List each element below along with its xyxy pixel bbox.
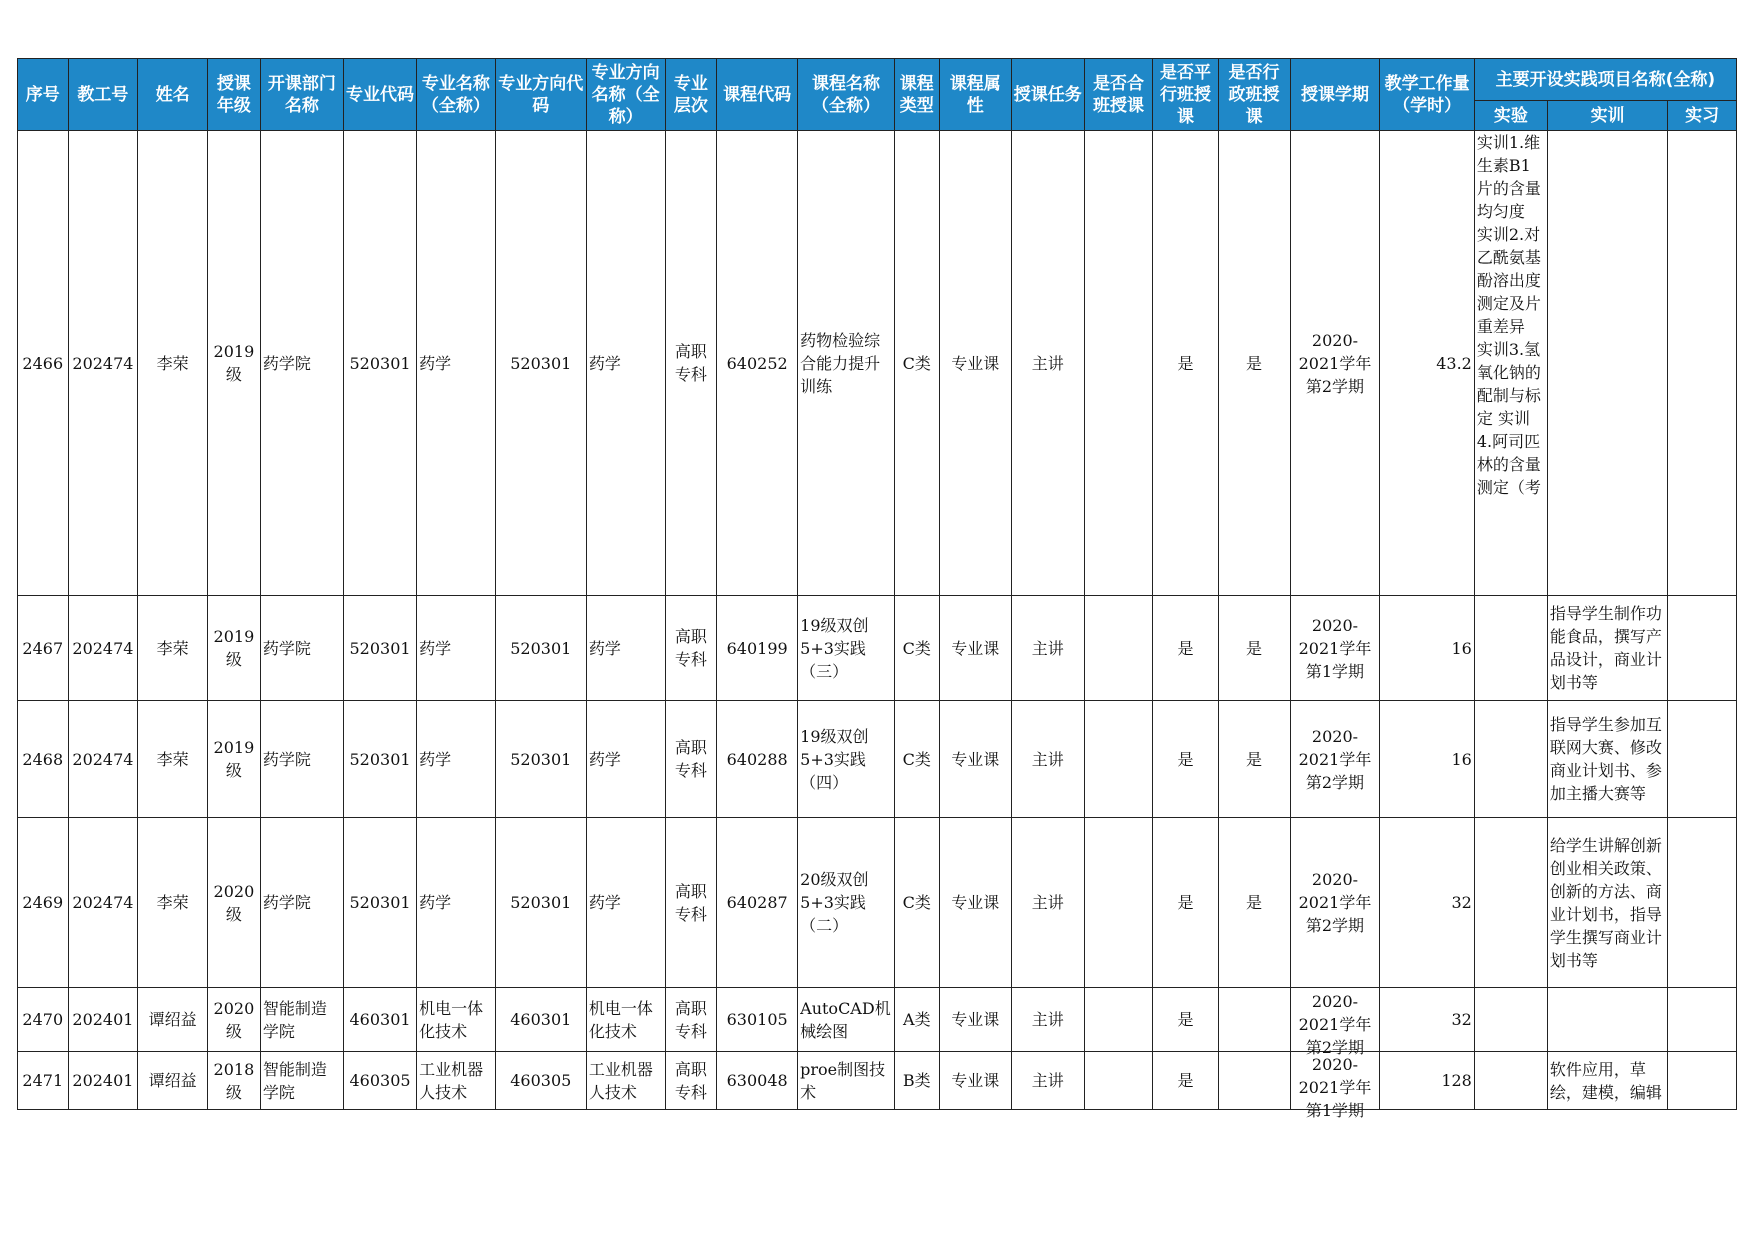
cell-parallel: 是	[1153, 131, 1218, 596]
cell-merged	[1084, 131, 1153, 596]
header-major-code: 专业代码	[344, 59, 417, 131]
cell-seq: 2469	[18, 818, 69, 988]
table-row	[18, 988, 1737, 1052]
cell-grade: 2020级	[207, 988, 260, 1052]
cell-major-name: 药学	[417, 818, 496, 988]
cell-term: 2020-2021学年第1学期	[1290, 596, 1380, 701]
cell-internship	[1668, 988, 1737, 1052]
cell-task: 主讲	[1011, 701, 1084, 818]
cell-course-type: C类	[894, 818, 939, 988]
cell-major-name: 药学	[417, 596, 496, 701]
cell-term: 2020-2021学年第2学期	[1290, 818, 1380, 988]
cell-admin: 是	[1218, 596, 1290, 701]
header-workload: 教学工作量（学时）	[1380, 59, 1474, 131]
cell-level: 高职专科	[665, 1052, 717, 1110]
cell-admin: 是	[1218, 131, 1290, 596]
cell-training: 给学生讲解创新创业相关政策、创新的方法、商业计划书，指导学生撰写商业计划书等	[1547, 818, 1667, 988]
cell-course-attr: 专业课	[939, 701, 1011, 818]
cell-task: 主讲	[1011, 596, 1084, 701]
cell-course-code: 630048	[717, 1052, 798, 1110]
cell-experiment	[1474, 818, 1547, 988]
cell-dept: 药学院	[260, 701, 343, 818]
cell-admin: 是	[1218, 818, 1290, 988]
teaching-workload-table	[17, 58, 1737, 1120]
cell-parallel: 是	[1153, 988, 1218, 1052]
cell-course-type: C类	[894, 701, 939, 818]
cell-course-code: 640287	[717, 818, 798, 988]
cell-major-code: 520301	[344, 596, 417, 701]
cell-internship	[1668, 131, 1737, 596]
header-seq: 序号	[18, 59, 69, 131]
cell-training	[1547, 131, 1667, 596]
cell-term	[1290, 988, 1380, 1057]
header-course-name: 课程名称（全称）	[798, 59, 895, 131]
table-row	[18, 596, 1737, 701]
major-name-text: 工业机器人技术	[419, 1059, 484, 1102]
cell-course-code: 640288	[717, 701, 798, 818]
cell-seq: 2468	[18, 701, 69, 818]
cell-dir-name	[586, 988, 665, 1052]
cell-experiment	[1474, 131, 1547, 596]
cell-dept: 智能制造学院	[260, 1052, 343, 1110]
cell-merged	[1084, 596, 1153, 701]
header-course-code: 课程代码	[717, 59, 798, 131]
cell-training	[1547, 1052, 1667, 1110]
term-text: 2020-2021学年第1学期	[1298, 1055, 1372, 1120]
cell-task: 主讲	[1011, 131, 1084, 596]
cell-internship	[1668, 596, 1737, 701]
cell-training: 指导学生制作功能食品，撰写产品设计，商业计划书等	[1547, 596, 1667, 701]
cell-grade: 2019级	[207, 131, 260, 596]
cell-major-name: 药学	[417, 701, 496, 818]
cell-seq: 2471	[18, 1052, 69, 1110]
cell-major-code: 460301	[344, 988, 417, 1052]
cell-course-name: 药物检验综合能力提升训练	[798, 131, 895, 596]
cell-dir-code: 520301	[495, 131, 586, 596]
cell-major-name: 药学	[417, 131, 496, 596]
cell-course-name: 19级双创5+3实践（三）	[798, 596, 895, 701]
cell-parallel: 是	[1153, 596, 1218, 701]
cell-workload: 32	[1380, 818, 1474, 988]
cell-internship	[1668, 1052, 1737, 1110]
header-teacher-id: 教工号	[68, 59, 138, 131]
cell-experiment	[1474, 596, 1547, 701]
cell-course-code: 640199	[717, 596, 798, 701]
cell-level: 高职专科	[665, 131, 717, 596]
header-dept: 开课部门名称	[260, 59, 343, 131]
cell-dir-name: 药学	[586, 701, 665, 818]
cell-parallel: 是	[1153, 818, 1218, 988]
cell-merged	[1084, 1052, 1153, 1110]
cell-level: 高职专科	[665, 988, 717, 1052]
cell-merged	[1084, 988, 1153, 1052]
cell-course-name: 20级双创5+3实践（二）	[798, 818, 895, 988]
cell-dept: 药学院	[260, 818, 343, 988]
cell-dir-name: 药学	[586, 596, 665, 701]
cell-course-code: 630105	[717, 988, 798, 1052]
cell-name: 谭绍益	[138, 988, 208, 1052]
cell-course-attr: 专业课	[939, 596, 1011, 701]
header-name: 姓名	[138, 59, 208, 131]
cell-term: 2020-2021学年第2学期	[1290, 131, 1380, 596]
header-dir-code: 专业方向代码	[495, 59, 586, 131]
cell-admin	[1218, 988, 1290, 1052]
table-row	[18, 1052, 1737, 1110]
cell-experiment	[1474, 1052, 1547, 1110]
cell-course-name: proe制图技术	[798, 1052, 895, 1110]
cell-major-name	[417, 988, 496, 1052]
dir-name-text: 机电一体化技术	[588, 998, 653, 1041]
cell-training: 指导学生参加互联网大赛、修改商业计划书、参加主播大赛等	[1547, 701, 1667, 818]
cell-parallel: 是	[1153, 701, 1218, 818]
cell-dept: 药学院	[260, 596, 343, 701]
cell-parallel: 是	[1153, 1052, 1218, 1110]
cell-course-type: A类	[894, 988, 939, 1052]
cell-dir-code: 460305	[495, 1052, 586, 1110]
cell-major-code: 520301	[344, 818, 417, 988]
cell-course-type: C类	[894, 131, 939, 596]
cell-merged	[1084, 701, 1153, 818]
cell-dir-name: 药学	[586, 131, 665, 596]
cell-course-attr: 专业课	[939, 1052, 1011, 1110]
cell-workload: 43.2	[1380, 131, 1474, 596]
cell-major-name	[417, 1052, 496, 1110]
cell-teacher-id: 202474	[68, 818, 138, 988]
cell-major-code: 460305	[344, 1052, 417, 1110]
cell-teacher-id: 202474	[68, 596, 138, 701]
cell-term: 2020-2021学年第2学期	[1290, 701, 1380, 818]
header-major-name: 专业名称（全称）	[417, 59, 496, 131]
cell-name: 李荣	[138, 701, 208, 818]
cell-dept: 药学院	[260, 131, 343, 596]
cell-dir-name	[586, 1052, 665, 1110]
cell-grade: 2018级	[207, 1052, 260, 1110]
cell-teacher-id: 202401	[68, 988, 138, 1052]
header-course-type: 课程类型	[894, 59, 939, 131]
header-admin: 是否行政班授课	[1218, 59, 1290, 131]
header-task: 授课任务	[1011, 59, 1084, 131]
cell-seq: 2466	[18, 131, 69, 596]
cell-merged	[1084, 818, 1153, 988]
cell-major-code: 520301	[344, 701, 417, 818]
cell-course-code: 640252	[717, 131, 798, 596]
cell-dir-name: 药学	[586, 818, 665, 988]
table-row	[18, 818, 1737, 988]
dir-name-text: 工业机器人技术	[588, 1059, 653, 1102]
table-row	[18, 701, 1737, 818]
cell-term	[1290, 1052, 1380, 1120]
cell-experiment	[1474, 988, 1547, 1052]
cell-teacher-id: 202474	[68, 701, 138, 818]
cell-grade: 2019级	[207, 596, 260, 701]
cell-dir-code: 520301	[495, 818, 586, 988]
header-dir-name: 专业方向名称（全称）	[586, 59, 665, 131]
cell-name: 李荣	[138, 131, 208, 596]
header-term: 授课学期	[1290, 59, 1380, 131]
cell-course-name: AutoCAD机械绘图	[798, 988, 895, 1052]
cell-workload: 32	[1380, 988, 1474, 1052]
cell-workload: 16	[1380, 596, 1474, 701]
cell-major-code: 520301	[344, 131, 417, 596]
cell-grade: 2020级	[207, 818, 260, 988]
cell-task: 主讲	[1011, 818, 1084, 988]
cell-name: 李荣	[138, 818, 208, 988]
cell-internship	[1668, 701, 1737, 818]
cell-seq: 2467	[18, 596, 69, 701]
header-internship: 实习	[1668, 101, 1737, 131]
cell-seq: 2470	[18, 988, 69, 1052]
cell-workload: 16	[1380, 701, 1474, 818]
header-merged: 是否合班授课	[1084, 59, 1153, 131]
header-level: 专业层次	[665, 59, 717, 131]
cell-task: 主讲	[1011, 1052, 1084, 1110]
cell-training	[1547, 988, 1667, 1052]
header-grade: 授课年级	[207, 59, 260, 131]
cell-grade: 2019级	[207, 701, 260, 818]
experiment-text: 实训1.维生素B1片的含量均匀度 实训2.对乙酰氨基酚溶出度测定及片重差异 实训3.氢氧化钠的配制与标定 实训4.阿司匹林的含量测定（考	[1476, 133, 1541, 497]
cell-course-attr: 专业课	[939, 131, 1011, 596]
cell-course-type: B类	[894, 1052, 939, 1110]
cell-experiment	[1474, 701, 1547, 818]
cell-workload: 128	[1380, 1052, 1474, 1110]
cell-level: 高职专科	[665, 596, 717, 701]
cell-name: 谭绍益	[138, 1052, 208, 1110]
header-training: 实训	[1547, 101, 1667, 131]
header-parallel: 是否平行班授课	[1153, 59, 1218, 131]
header-experiment: 实验	[1474, 101, 1547, 131]
cell-dir-code: 520301	[495, 596, 586, 701]
cell-level: 高职专科	[665, 818, 717, 988]
cell-name: 李荣	[138, 596, 208, 701]
cell-admin	[1218, 1052, 1290, 1110]
header-course-attr: 课程属性	[939, 59, 1011, 131]
major-name-text: 机电一体化技术	[419, 998, 484, 1041]
cell-course-attr: 专业课	[939, 988, 1011, 1052]
cell-course-name: 19级双创5+3实践（四）	[798, 701, 895, 818]
cell-teacher-id: 202401	[68, 1052, 138, 1110]
training-text: 软件应用，草绘，建模，编辑	[1549, 1059, 1662, 1102]
cell-course-attr: 专业课	[939, 818, 1011, 988]
term-text: 2020-2021学年第2学期	[1298, 991, 1372, 1057]
cell-task: 主讲	[1011, 988, 1084, 1052]
cell-dir-code: 460301	[495, 988, 586, 1052]
cell-admin: 是	[1218, 701, 1290, 818]
header-practice-group: 主要开设实践项目名称(全称)	[1474, 59, 1736, 101]
cell-dept: 智能制造学院	[260, 988, 343, 1052]
cell-internship	[1668, 818, 1737, 988]
cell-dir-code: 520301	[495, 701, 586, 818]
cell-teacher-id: 202474	[68, 131, 138, 596]
table-row	[18, 131, 1737, 596]
cell-level: 高职专科	[665, 701, 717, 818]
cell-course-type: C类	[894, 596, 939, 701]
